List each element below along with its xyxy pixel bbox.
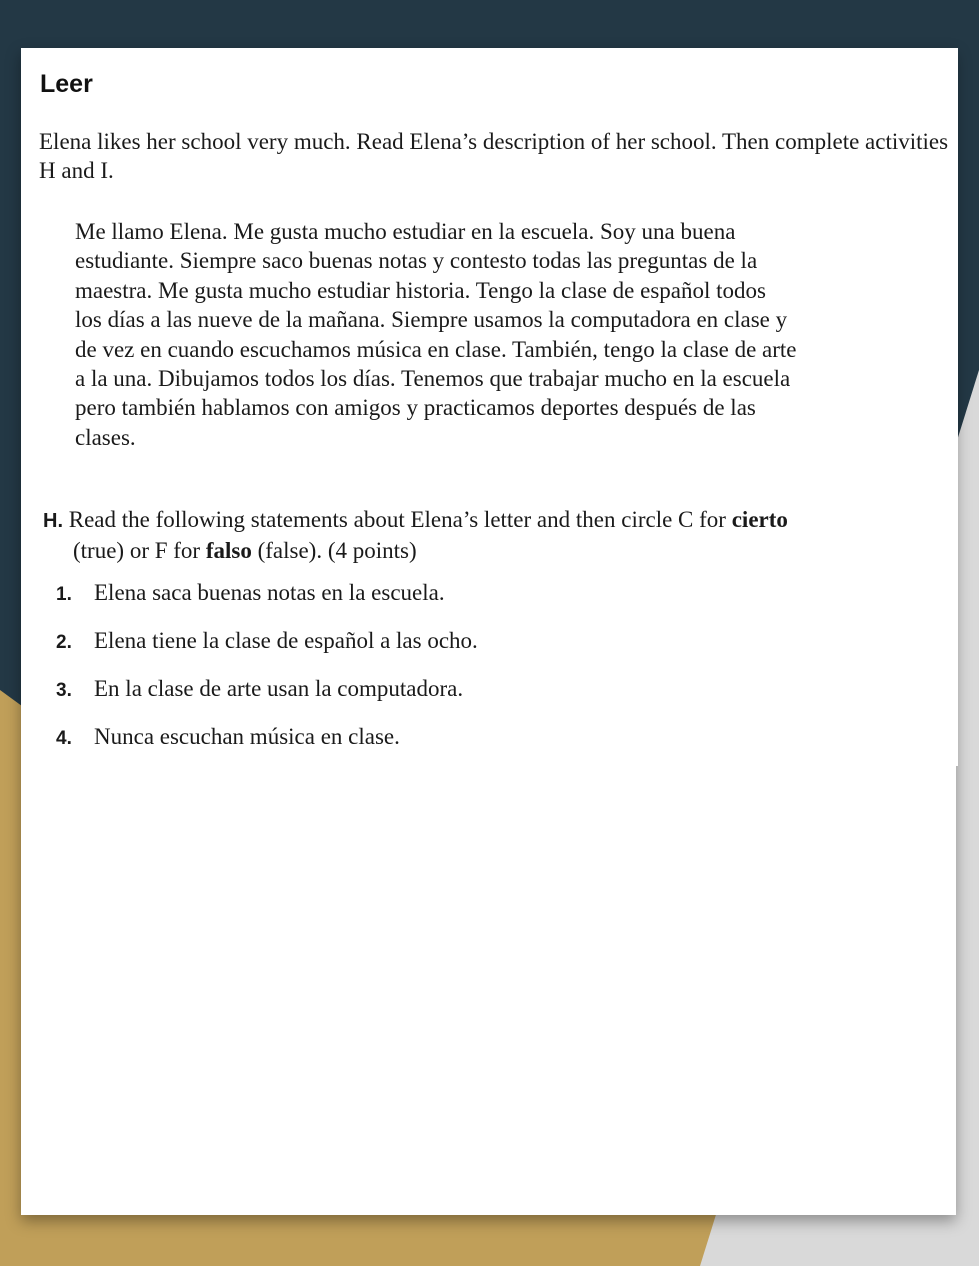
- letter-line: a la una. Dibujamos todos los días. Tenemos que trabajar mucho en la escuela: [75, 366, 791, 392]
- instruction-text: Read the following statements about Elena’s letter and then circle C for: [68, 507, 726, 532]
- activity-letter: H.: [43, 510, 63, 532]
- letter-line: los días a las nueve de la mañana. Siempre usamos la computadora en clase y: [75, 307, 788, 333]
- statement-item: [56, 628, 478, 658]
- statement-text: Nunca escuchan música en clase.: [94, 724, 400, 749]
- statement-text: En la clase de arte usan la computadora.: [94, 676, 464, 701]
- statement-item: [56, 724, 400, 754]
- letter-line: estudiante. Siempre saco buenas notas y contesto todas las preguntas de la: [75, 248, 758, 274]
- section-heading: Leer: [40, 70, 93, 98]
- cierto-term: cierto: [731, 507, 788, 532]
- instruction-text: (false). (4 points): [257, 538, 417, 563]
- letter-line: de vez en cuando escuchamos música en clase. También, tengo la clase de arte: [75, 336, 797, 362]
- instruction-text: (true) or F for: [73, 538, 201, 563]
- statement-number: 3.: [56, 680, 72, 701]
- statement-item: [56, 580, 445, 610]
- letter-line: Me llamo Elena. Me gusta mucho estudiar en la escuela. Soy una buena: [75, 219, 736, 244]
- intro-paragraph: Elena likes her school very much. Read Elena’s description of her school. Then complete activities H and I.: [39, 129, 949, 183]
- statement-number: 2.: [56, 632, 72, 653]
- statement-number: 4.: [56, 728, 72, 749]
- letter-line: clases.: [75, 424, 136, 450]
- statement-text: Elena saca buenas notas en la escuela.: [94, 580, 445, 605]
- letter-line: pero también hablamos con amigos y practicamos deportes después de las: [75, 395, 756, 421]
- statement-item: [56, 676, 463, 706]
- letter-line: maestra. Me gusta mucho estudiar historia. Tengo la clase de español todos: [75, 277, 766, 303]
- statement-text: Elena tiene la clase de español a las ocho.: [94, 628, 478, 653]
- falso-term: falso: [205, 538, 252, 563]
- statement-number: 1.: [56, 584, 72, 605]
- activity-h-instructions: [43, 505, 913, 565]
- elena-letter: [75, 217, 895, 452]
